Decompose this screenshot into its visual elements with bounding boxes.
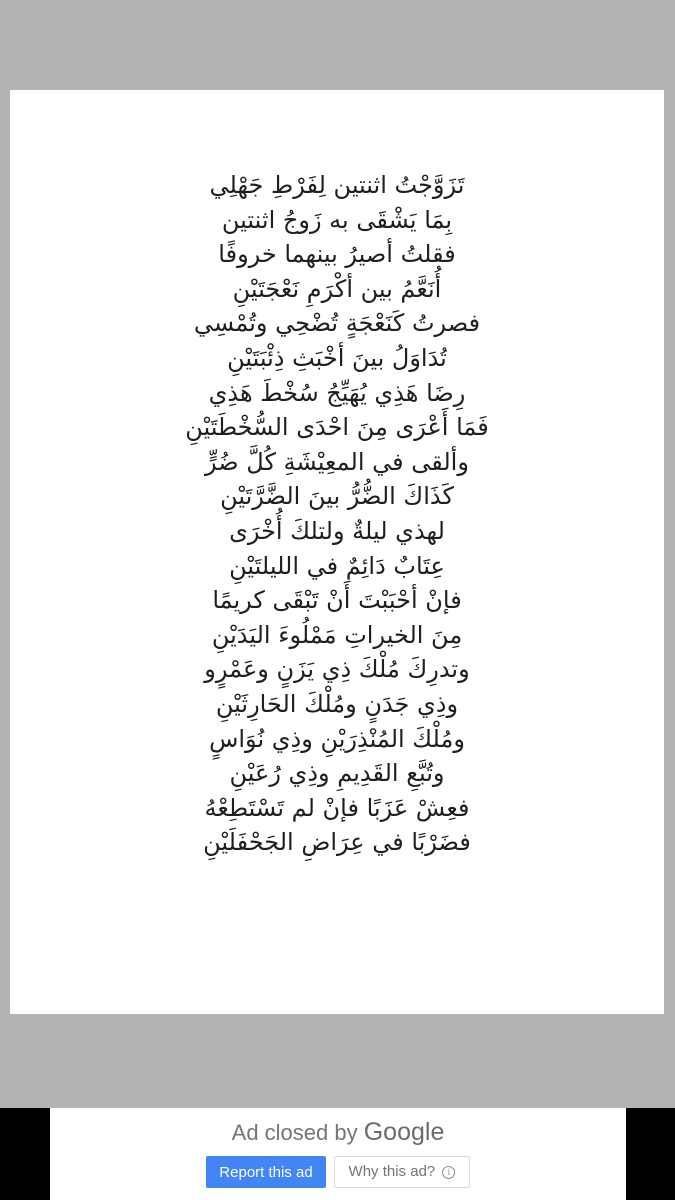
google-logo: Google [363,1118,445,1146]
poem-verse-8: فَمَا أَعْرَى مِنَ احْدَى السُّخْطَتَيْنِ [185,413,489,442]
ad-closed-text: Ad closed by [231,1120,358,1145]
poem-verse-11: لهذي ليلةٌ ولتلكَ أُخْرَى [229,516,445,545]
poem-verse-13: فإنْ أحْبَبْتَ أَنْ تَبْقَى كريمًا [212,586,462,615]
poem-verse-7: رِضَا هَذِي يُهَيِّجُ سُخْطَ هَذِي [208,378,466,407]
poem-verse-10: كَذَاكَ الضُّرُّ بينَ الضَّرَّتَيْنِ [220,482,454,511]
poem-verse-19: فعِشْ عَزَبًا فإنْ لم تَسْتَطِعْهُ [204,793,470,822]
poem-verse-15: وتدرِكَ مُلْكَ ذِي يَزَنٍ وعَمْرٍو [204,655,470,684]
why-this-ad-button[interactable] [334,1156,470,1188]
poem-verse-16: وذِي جَدَنٍ ومُلْكَ الحَارِثَيْنِ [215,689,459,718]
poem-verse-20: فضَرْبًا في عِرَاضِ الجَحْفَلَيْنِ [203,828,471,857]
poem-verse-18: وتُبَّعِ القَدِيمِ وذِي رُعَيْنِ [229,759,445,788]
poem-verse-6: تُدَاوَلُ بينَ أخْبَثِ ذِئْبَتَيْنِ [227,343,447,372]
poem-verse-5: فصرتُ كَنَعْجَةٍ تُضْحِي وتُمْسِي [193,309,481,338]
poem-verse-9: وألقى في المعِيْشَةِ كُلَّ ضُرٍّ [205,447,469,476]
report-ad-button[interactable]: Report this ad [206,1156,326,1188]
why-this-ad-label: Why this ad? [348,1163,436,1180]
poem-verse-14: مِنَ الخيراتِ مَمْلُوءَ اليَدَيْنِ [211,620,463,649]
ad-banner [0,1108,675,1200]
poem-body [10,168,664,860]
document-page [10,90,664,1014]
poem-verse-4: أُنَعَّمُ بين أكْرَمِ نَعْجَتَيْنِ [232,274,442,303]
poem-verse-2: بِمَا يَشْقَى به زَوجُ اثنتين [221,205,453,234]
info-icon: i [442,1166,455,1179]
ad-closed-panel [50,1108,626,1200]
ad-closed-message [50,1118,626,1147]
poem-verse-3: فقلتُ أصيرُ بينهما خروفًا [218,240,456,269]
poem-verse-17: ومُلْكَ المُنْذِرَيْنِ وذِي نُوَاسٍ [209,724,465,753]
poem-verse-12: عِتَابٌ دَائِمٌ في الليلتَيْنِ [229,551,445,580]
poem-verse-1: تَزَوَّجْتُ اثنتين لِفَرْطِ جَهْلِي [209,171,465,199]
